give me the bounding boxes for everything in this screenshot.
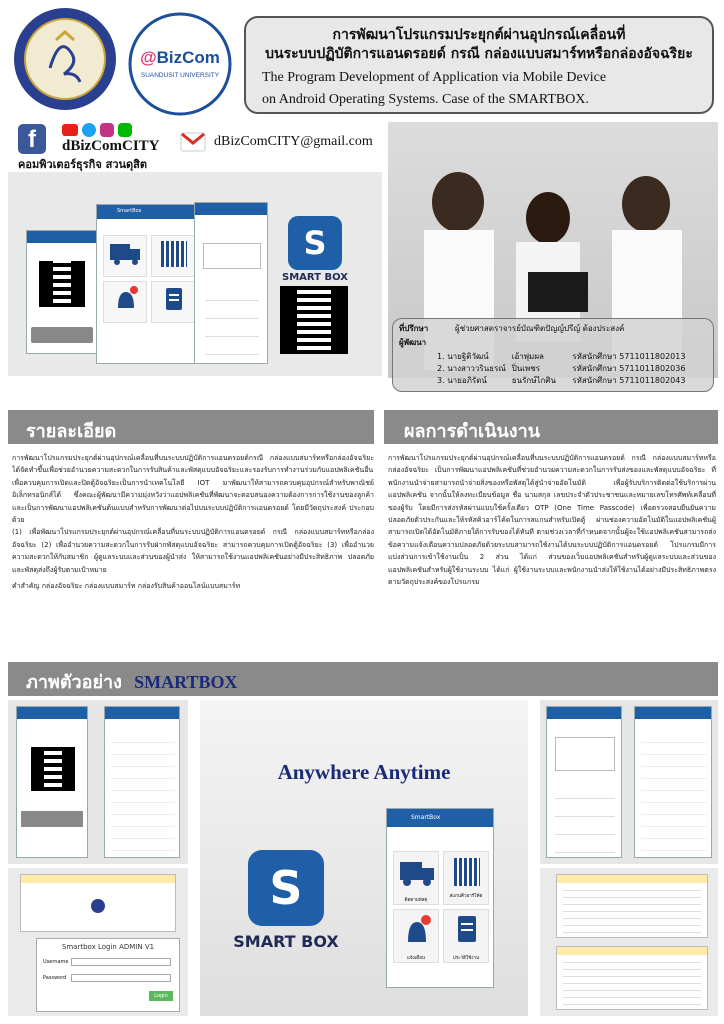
gallery-heading-band: [8, 662, 718, 696]
gallery-qr-code: [31, 747, 75, 791]
menu-track[interactable]: ติดตามพัสดุ: [404, 898, 428, 903]
title-th-line1: การพัฒนาโปรแกรมประยุกต์ผ่านอุปกรณ์เคลื่อนที่: [332, 27, 626, 43]
gallery-bell-icon: [394, 910, 440, 950]
social-handle: dBizComCITY: [62, 138, 160, 154]
gallery-smartbox-brand: SMART BOX: [233, 932, 339, 951]
password-input[interactable]: [71, 974, 171, 982]
login-button[interactable]: Login: [149, 991, 173, 1001]
twitter-icon[interactable]: [82, 123, 96, 137]
svg-text:S: S: [303, 224, 327, 262]
advisor-name: ผู้ช่วยศาสตราจารย์บัณฑิตปัญญ์ปรีญ์ ต้องประสงค์: [455, 324, 625, 333]
gallery-heading-en: SMARTBOX: [134, 672, 238, 692]
app-preview-panel: [8, 172, 382, 376]
line-icon[interactable]: [118, 123, 132, 137]
gallery-heading: [26, 667, 238, 696]
bell-icon: [104, 282, 148, 316]
gmail-icon: [180, 132, 206, 152]
advisor-box: [392, 318, 714, 392]
results-heading: ผลการดำเนินงาน: [404, 421, 541, 442]
gallery-phones-right: [540, 700, 718, 864]
svg-text:S: S: [269, 861, 303, 915]
details-keywords: คำสำคัญ กล่องอัจฉริยะ กล่องแบบสมาร์ท กล่องรับสินค้าออนไลน์แบบสมาร์ท: [12, 582, 241, 591]
gallery-phones-left: [8, 700, 188, 864]
tagline: Anywhere Anytime: [277, 760, 451, 784]
smartbox-qr: [280, 286, 348, 354]
details-objectives: (1) เพื่อพัฒนาโปรแกรมประยุกต์ผ่านอุปกรณ์เคลื่อนที่บนระบบปฏิบัติการแอนดรอยด์ กรณี กล่องแบบสมาร์ทหรือกล่องอัจฉริยะ (2) เพื่ออำนวยความสะดวกในการรับฝากพัสดุแบบอัจฉริยะ สามารถควบคุมการเปิดตู้อัจฉริยะ (3) เพื่ออำนวยความสะดวกให้กับสมาชิก ผู้ดูแลระบบและส่วนของผู้นำส่ง ให้สามารถใช้งานแอปพลิเคชันอย่างมีประสิทธิภาพ ปลอดภัยและพัสดุส่งถึงผู้รับตามเป้าหมาย: [12, 528, 374, 574]
login-card: [36, 938, 180, 1012]
gallery-smartbox-logo: [248, 850, 324, 926]
menu-scan[interactable]: สแกนคิวอาร์โค้ด: [449, 894, 483, 899]
instagram-icon[interactable]: [100, 123, 114, 137]
bizcom-name: BizCom: [156, 48, 220, 67]
title-box: [244, 16, 714, 114]
details-heading: รายละเอียด: [26, 421, 117, 442]
gallery-center: [200, 700, 528, 1016]
title-en-line1: The Program Development of Application via Mobile Device: [262, 70, 607, 85]
gallery-truck-icon: [394, 852, 440, 892]
title-th-line2: บนระบบปฏิบัติการแอนดรอยด์ กรณี กล่องแบบสมาร์ทหรือกล่องอัจฉริยะ: [265, 46, 693, 62]
developer-label: ผู้พัฒนา: [399, 338, 427, 347]
username-input[interactable]: [71, 958, 171, 966]
university-logo: [12, 6, 118, 112]
menu-alert[interactable]: แจ้งเตือน: [407, 956, 425, 961]
app-title: SmartBox: [97, 205, 199, 219]
bizcom-logo: @BizCom SUANDUSIT UNIVERSITY: [126, 12, 234, 116]
department-name: คอมพิวเตอร์ธุรกิจ สวนดุสิต: [18, 158, 148, 171]
smartbox-brand: SMART BOX: [282, 272, 348, 283]
developer-row-3: 3. นายอภิรัตน์ ธนรักษ์ไกศิน รหัสนักศึกษา 5711011802043: [437, 376, 686, 385]
bizcom-subtitle: SUANDUSIT UNIVERSITY: [140, 72, 220, 79]
login-title: Smartbox Login ADMIN V1: [61, 943, 155, 951]
history-icon: [152, 282, 196, 316]
gallery-menu-phone: [386, 808, 494, 988]
facebook-icon[interactable]: f: [18, 124, 46, 154]
email-address[interactable]: dBizComCITY@gmail.com: [214, 134, 373, 149]
advisor-label: ที่ปรึกษา: [399, 324, 429, 333]
results-heading-band: [384, 410, 718, 444]
phone-keypad-screen: [194, 202, 268, 364]
phone-menu-screen: [96, 204, 200, 364]
qr-menu-icon: [161, 241, 187, 267]
truck-icon: [104, 236, 148, 270]
details-heading-band: [8, 410, 374, 444]
youtube-icon[interactable]: [62, 124, 78, 136]
gallery-qr-menu-icon: [454, 858, 480, 886]
details-paragraph: การพัฒนาโปรแกรมประยุกต์ผ่านอุปกรณ์เคลื่อนที่บนระบบปฏิบัติการแอนดรอยด์กรณี กล่องแบบสมาร์ทหรือกล่องอัจฉริยะ ได้จัดทำขึ้นเพื่อช่วยอำนวยความสะดวกในการรับสินค้าและพัสดุแบบอัจฉริยะและรองรับการทำงานร่วมกับแอปพลิเคชันอื่น เพื่อควบคุมการเปิดและปิดตู้อัจฉริยะเป็นการนำเทคโนโลยี IOT มาพัฒนาให้สามารถควบคุมอุปกรณ์สำหรับพาณิชย์อิเล็กทรอนิกส์ได้ ซึ่งคณะผู้พัฒนามีความมุ่งหวังว่าแอปพลิเคชันที่พัฒนาจะตอบสนองความต้องการการใช้งานของลูกค้าและเป็นการพัฒนาแอปพลิเคชันต้นแบบสำหรับการพัฒนาต่อไปบนระบบปฏิบัติการแอนดรอยด์ โดยมีวัตถุประสงค์ ประกอบด้วย: [12, 454, 374, 525]
phone-qr-screen: [26, 230, 98, 354]
details-body: [12, 452, 374, 634]
developer-row-1: 1. นายฐิติวัฒน์ เอ้าพุ่มผล รหัสนักศึกษา 5711011802013: [437, 352, 686, 361]
gallery-web-login: [8, 868, 188, 1016]
gallery-history-icon: [444, 910, 490, 950]
results-body: [388, 452, 716, 642]
password-label: Password: [43, 975, 67, 981]
gallery-heading-th: ภาพตัวอย่าง: [26, 672, 122, 693]
menu-history[interactable]: ประวัติใช้งาน: [452, 956, 480, 961]
title-en-line2: on Android Operating Systems. Case of the SMARTBOX.: [262, 92, 589, 107]
results-paragraph: การพัฒนาโปรแกรมประยุกต์ผ่านอุปกรณ์เคลื่อนที่บนระบบปฏิบัติการแอนดรอยด์ กรณี กล่องแบบสมาร์ทหรือกล่องอัจฉริยะ เป็นการพัฒนาแอปพลิเคชันที่ช่วยอำนวยความสะดวกในการรับส่งของและพัสดุแบบอัจฉริยะ ที่พนักงานนำจ่ายสามารถนำจ่ายสิ่งของหรือพัสดุได้สู่นำจ่ายอัตโนมัติ เพื่อผู้รับบริการติดต่อใช้บริการผ่านแอปพลิเคชัน จากนั้นให้ลงทะเบียนข้อมูล ชื่อ นามสกุล เลขประจำตัวประชาชนและหมายเลขโทรศัพท์เคลื่อนที่ของผู้รับ โดยมีการส่งรหัสผ่านแบบใช้ครั้งเดียว OTP (One Time Passcode) เพื่อตรวจสอบยืนยันความปลอดภัยตัวประกันและให้รหัสคิวอาร์โค้ดในการสแกนสำหรับเปิดตู้ ผ่านช่องความอัตโนมัติในแอปพลิเคชันผู้สามารถเปิดได้อัตโนมัติภายใต้การรับของได้ทันที ตามช่วงเวลาที่กำหนดจากนั้นผู้จะใช้แอปพลิเคชันสามารถส่งข้อความแจ้งเตือนความปลอดภัยด้วยระบบสามารถใช้งานได้บนระบบปฏิบัติการแอนดรอยด์ โปรแกรมมีการแบ่งส่วนการเข้าใช้งานเป็น 2 ส่วน ได้แก่ ส่วนของเว็บแอปพลิเคชันสำหรับผู้ดูแลระบบและส่วนของแอปพลิเคชันสำหรับผู้ใช้งานระบบ ได้แก่ ผู้ใช้งานระบบและพนักงานนำส่งให้ใช้งานได้อย่างมีประสิทธิภาพตรงตามวัตถุประสงค์ของโปรแกรม: [388, 454, 716, 587]
qr-code: [39, 261, 85, 307]
developer-row-2: 2. นางสาววรินธรณ์ ปิ่นเพชร รหัสนักศึกษา 5711011802036: [437, 364, 686, 373]
username-label: Username: [43, 959, 69, 965]
smartbox-logo: [288, 216, 342, 270]
gallery-admin-tables: [540, 868, 718, 1016]
gallery-app-title: SmartBox: [387, 809, 493, 827]
